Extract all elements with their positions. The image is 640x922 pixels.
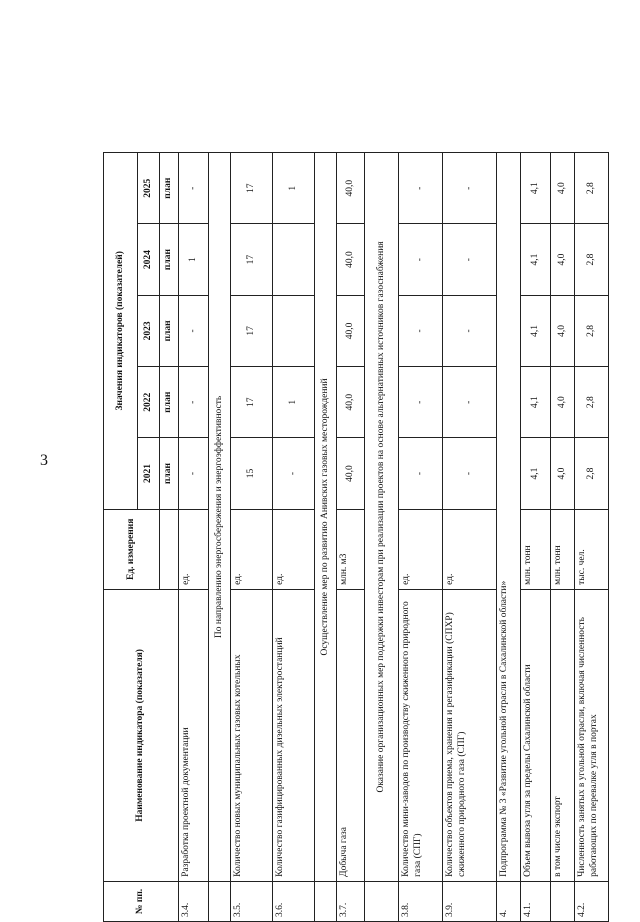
program-title: Подпрограмма № 3 «Развитие угольной отрасли в Сахалинской области» xyxy=(497,153,521,882)
row-value: - xyxy=(443,367,497,438)
row-value: 2,8 xyxy=(575,438,609,509)
row-value: 40,0 xyxy=(337,153,365,224)
row-value: 2,8 xyxy=(575,224,609,295)
header-name: Наименование индикатора (показателя) xyxy=(104,589,179,881)
row-value: 17 xyxy=(231,153,273,224)
table-row xyxy=(179,153,209,922)
row-value: 1 xyxy=(273,367,315,438)
row-value: - xyxy=(399,153,443,224)
row-name: Количество мини-заводов по производству сжиженного природного газа (СПГ) xyxy=(399,589,443,881)
row-name: Количество новых муниципальных газовых котельных xyxy=(231,589,273,881)
row-value: 4,0 xyxy=(551,438,575,509)
row-value xyxy=(273,295,315,366)
table-row xyxy=(443,153,497,922)
header-num: № пп. xyxy=(104,881,179,921)
row-value: 4,0 xyxy=(551,153,575,224)
row-name: в том числе экспорт xyxy=(551,589,575,881)
row-value: 4,1 xyxy=(521,224,551,295)
row-unit: ед. xyxy=(399,509,443,589)
section-row xyxy=(209,153,231,922)
row-value: 2,8 xyxy=(575,367,609,438)
header-unit: Ед. измерения xyxy=(104,509,160,589)
row-value: 17 xyxy=(231,295,273,366)
header-year: 2021 xyxy=(138,438,160,509)
row-value: - xyxy=(179,367,209,438)
row-unit: млн. м3 xyxy=(337,509,365,589)
row-num: 4. xyxy=(497,881,521,921)
header-plan: план xyxy=(160,438,179,509)
header-values-group: Значения индикаторов (показателей) xyxy=(104,153,138,510)
row-value: 40,0 xyxy=(337,367,365,438)
section-row xyxy=(315,153,337,922)
row-value: 4,0 xyxy=(551,224,575,295)
row-value: - xyxy=(179,438,209,509)
row-value: - xyxy=(399,224,443,295)
table-row xyxy=(231,153,273,922)
table-row xyxy=(551,153,575,922)
row-value: 4,0 xyxy=(551,295,575,366)
row-num: 4.2. xyxy=(575,881,609,921)
table-row xyxy=(399,153,443,922)
row-value: 15 xyxy=(231,438,273,509)
table-body xyxy=(179,153,609,922)
row-name: Разработка проектной документации xyxy=(179,589,209,881)
row-unit: ед. xyxy=(273,509,315,589)
row-value xyxy=(273,224,315,295)
indicators-table xyxy=(103,152,609,922)
row-value: 17 xyxy=(231,367,273,438)
row-unit: млн. тонн xyxy=(521,509,551,589)
header-year: 2024 xyxy=(138,224,160,295)
header-plan: план xyxy=(160,295,179,366)
header-plan: план xyxy=(160,153,179,224)
row-value: - xyxy=(399,367,443,438)
row-value: 40,0 xyxy=(337,295,365,366)
row-value: - xyxy=(179,295,209,366)
section-title: Осуществление мер по развитию Анивских газовых месторождений xyxy=(315,153,337,882)
row-value: - xyxy=(273,438,315,509)
row-name: Добыча газа xyxy=(337,589,365,881)
row-value: 4,1 xyxy=(521,438,551,509)
row-value: - xyxy=(179,153,209,224)
section-title: Оказание организационных мер поддержки инвесторам при реализации проектов на основе альтернативных источников газоснабжения xyxy=(365,153,399,882)
row-value: 2,8 xyxy=(575,295,609,366)
row-unit: ед. xyxy=(443,509,497,589)
table-row xyxy=(273,153,315,922)
row-value: - xyxy=(443,224,497,295)
row-value: 2,8 xyxy=(575,153,609,224)
program-row xyxy=(497,153,521,922)
row-num: 4.1. xyxy=(521,881,551,921)
row-value: - xyxy=(399,295,443,366)
row-value: 4,0 xyxy=(551,367,575,438)
row-unit: ед. xyxy=(179,509,209,589)
header-plan: план xyxy=(160,367,179,438)
row-value: 40,0 xyxy=(337,438,365,509)
row-value: 17 xyxy=(231,224,273,295)
row-value: 40,0 xyxy=(337,224,365,295)
row-value: 4,1 xyxy=(521,153,551,224)
row-num: 3.5. xyxy=(231,881,273,921)
row-unit: млн. тонн xyxy=(551,509,575,589)
header-unit-blank xyxy=(160,509,179,589)
row-num: 3.8. xyxy=(399,881,443,921)
section-title: По направлению энергосбережения и энергоэффективность xyxy=(209,153,231,882)
table-row xyxy=(337,153,365,922)
page-number: 3 xyxy=(40,452,48,469)
row-value: - xyxy=(399,438,443,509)
row-num: 3.4. xyxy=(179,881,209,921)
header-plan: план xyxy=(160,224,179,295)
row-value: 1 xyxy=(273,153,315,224)
row-name: Численность занятых в угольной отрасли, включая численность работающих по перевалке угля в портах xyxy=(575,589,609,881)
row-value: - xyxy=(443,153,497,224)
row-num: 3.7. xyxy=(337,881,365,921)
header-year: 2023 xyxy=(138,295,160,366)
row-name: Объем вывоза угля за пределы Сахалинской области xyxy=(521,589,551,881)
table-row xyxy=(575,153,609,922)
header-year: 2022 xyxy=(138,367,160,438)
row-name: Количество объектов приема, хранения и регазификации (СПХР) сжиженного природного газа (СПГ) xyxy=(443,589,497,881)
table-row xyxy=(521,153,551,922)
table-header xyxy=(104,153,179,922)
row-num: 3.6. xyxy=(273,881,315,921)
row-value: 1 xyxy=(179,224,209,295)
rotated-table-frame xyxy=(103,152,599,922)
row-value: 4,1 xyxy=(521,295,551,366)
row-name: Количество газифицированных дизельных электростанций xyxy=(273,589,315,881)
section-row xyxy=(365,153,399,922)
row-value: - xyxy=(443,295,497,366)
row-num: 3.9. xyxy=(443,881,497,921)
row-unit: ед. xyxy=(231,509,273,589)
row-num xyxy=(551,881,575,921)
row-unit: тыс. чел. xyxy=(575,509,609,589)
row-value: - xyxy=(443,438,497,509)
row-value: 4,1 xyxy=(521,367,551,438)
header-year: 2025 xyxy=(138,153,160,224)
